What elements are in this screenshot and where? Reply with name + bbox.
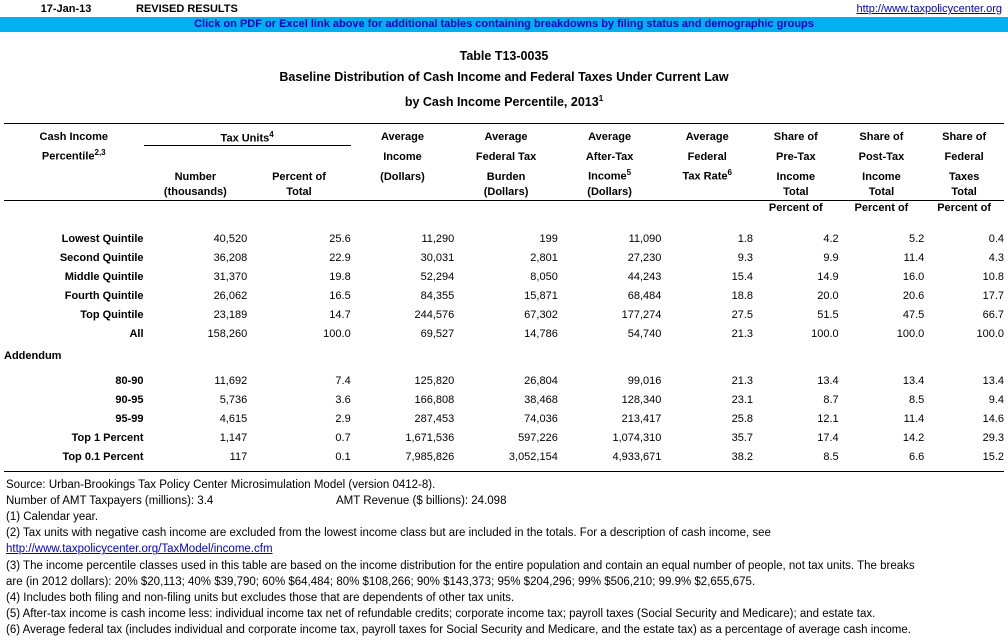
cell-percent-units: 0.7 [335,431,351,444]
revised-results-label: REVISED RESULTS [136,3,238,15]
cell-number: 40,520 [213,232,248,245]
row-label: 95-99 [115,412,144,425]
cell-percent-units: 14.7 [329,308,351,321]
cell-avg-after-tax-income: 44,243 [627,270,662,283]
table-row [4,245,1004,264]
cell-avg-tax-rate: 27.5 [731,308,753,321]
cell-avg-tax-rate: 21.3 [731,327,753,340]
header-avg-after-tax-income-4: (Dollars) [558,185,662,201]
cell-share-posttax: 11.4 [903,412,925,425]
footnote-2: (2) Tax units with negative cash income are excluded from the lowest income class but are included in the totals. For a description of cash income, see [6,527,771,540]
cell-share-posttax: 100.0 [896,327,925,340]
header-share-pretax-5: Total [753,185,839,201]
cell-avg-after-tax-income: 4,933,671 [612,450,662,463]
cell-share-fedtaxes: 9.4 [988,393,1004,406]
cell-share-pretax: 9.9 [823,251,839,264]
cell-avg-income: 7,985,826 [405,450,455,463]
header-after-tax-income-text: Income [588,170,627,183]
header-row-2 [4,145,1004,165]
cell-avg-tax-burden: 3,052,154 [508,450,558,463]
cell-share-pretax: 12.1 [817,412,839,425]
header-share-pretax-4: Percent of [768,201,823,214]
cell-share-pretax: 51.5 [817,308,839,321]
header-average-income-1: Average [380,131,424,144]
header-share-posttax-2: Post-Tax [858,150,905,163]
cell-share-fedtaxes: 0.4 [988,232,1004,245]
cell-share-pretax: 100.0 [811,327,839,340]
cell-percent-units: 25.6 [329,232,351,245]
report-date: 17-Jan-13 [40,3,92,15]
header-percent-row [4,200,1004,216]
cell-avg-income: 166,808 [414,393,455,406]
cell-avg-income: 287,453 [414,412,455,425]
cell-share-posttax: 47.5 [902,308,925,321]
cell-number: 23,189 [213,308,248,321]
header-share-fedtaxes-2: Federal [944,150,984,163]
income-definition-link[interactable]: http://www.taxpolicycenter.org/TaxModel/income.cfm [6,543,273,556]
title-block [0,46,1008,113]
header-avg-fed-tax-burden-3: Burden [486,170,526,183]
cell-avg-after-tax-income: 27,230 [627,251,662,264]
cell-share-fedtaxes: 100.0 [976,327,1004,340]
header-tax-rate-footnote: 6 [727,167,732,177]
header-share-fedtaxes-5: Total [924,185,1004,201]
header-percentile-footnote: 2,3 [94,148,106,158]
cell-avg-income: 244,576 [414,308,455,321]
cell-percent-units: 16.5 [329,289,351,302]
header-share-posttax-4: Percent of [854,201,909,214]
cell-avg-tax-burden: 2,801 [530,251,558,264]
header-percent-total-units: Total [247,185,350,201]
cell-share-pretax: 13.4 [817,374,839,387]
cell-share-pretax: 8.7 [823,393,839,406]
header-share-pretax-2: Pre-Tax [776,150,816,163]
footnote-1: (1) Calendar year. [6,511,99,524]
cell-avg-tax-rate: 25.8 [731,412,753,425]
addendum-header-row [4,350,1004,362]
header-tax-rate-text: Tax Rate [682,170,728,183]
cell-avg-tax-burden: 38,468 [524,393,558,406]
cell-avg-tax-rate: 9.3 [737,251,753,264]
cell-avg-tax-burden: 74,036 [524,412,558,425]
table-row [4,444,1004,463]
row-label: Lowest Quintile [61,232,144,245]
cell-percent-units: 0.1 [335,450,351,463]
cell-avg-after-tax-income: 54,740 [627,327,662,340]
cell-percent-units: 100.0 [323,327,351,340]
cell-share-posttax: 8.5 [908,393,925,406]
cell-avg-after-tax-income: 11,090 [628,232,662,245]
cell-avg-income: 30,031 [420,251,455,264]
cell-percent-units: 3.6 [335,393,351,406]
cell-avg-after-tax-income: 177,274 [621,308,662,321]
row-label: Middle Quintile [64,270,144,283]
row-label: 80-90 [115,374,144,387]
addendum-label: Addendum [4,349,62,362]
footnote-5: (5) After-tax income is cash income less: individual income tax net of refundable credits; corporate income tax; payroll taxes (Social Security and Medicare); and estate tax. [6,608,876,621]
footnote-3a: (3) The income percentile classes used in this table are based on the income distribution for the entire population and contain an equal number of people, not tax units. The breaks [6,559,915,572]
row-label: Fourth Quintile [64,289,144,302]
header-after-tax-text: After-Tax [585,150,634,163]
cell-avg-after-tax-income: 99,016 [627,374,662,387]
cell-avg-tax-burden: 67,302 [524,308,558,321]
table-number: Table T13-0035 [459,49,549,63]
cell-share-posttax: 16.0 [902,270,925,283]
source-note: Source: Urban-Brookings Tax Policy Center Microsimulation Model (version 0412-8). [6,478,436,491]
row-label: Top Quintile [80,308,144,321]
header-avg-fed-tax-rate-3 [661,165,753,185]
header-tax-units-label: Tax Units [220,132,270,145]
header-share-fedtaxes-1: Share of [942,131,987,144]
spacer-row-2 [4,340,1004,350]
cell-avg-income: 69,527 [420,327,455,340]
cell-number: 4,615 [219,412,248,425]
header-average-income-2: Income [383,150,422,163]
table-row [4,264,1004,283]
cell-number: 5,736 [219,393,248,406]
footnote-3b: are (in 2012 dollars): 20% $20,113; 40% $39,790; 60% $64,484; 80% $108,266; 90% $143,373; 95% $204,296; 99% $506,210; 99.9% $2,655,675. [6,575,756,588]
cell-avg-tax-rate: 21.3 [731,374,753,387]
cell-avg-tax-burden: 14,786 [524,327,558,340]
cell-number: 36,208 [213,251,248,264]
cell-avg-income: 1,671,536 [405,431,455,444]
header-share-pretax-3: Income [776,170,816,183]
cell-percent-units: 7.4 [335,374,351,387]
amt-row [6,493,1002,509]
cell-share-posttax: 11.4 [903,251,925,264]
cell-share-fedtaxes: 10.8 [982,270,1004,283]
table-row [4,425,1004,444]
footnote-6: (6) Average federal tax (includes individual and corporate income tax, payroll taxes for Social Security and Medicare, and the estate tax) as a percentage of average cash income. [6,624,911,637]
cell-avg-tax-burden: 597,226 [518,431,558,444]
table-row [4,368,1004,387]
cell-share-pretax: 20.0 [817,289,839,302]
cell-avg-after-tax-income: 128,340 [621,393,662,406]
cell-avg-tax-rate: 23.1 [731,393,753,406]
cell-share-pretax: 4.2 [823,232,839,245]
header-tax-units-group [144,130,351,145]
cell-percent-units: 19.8 [329,270,351,283]
header-avg-fed-tax-burden-2: Federal Tax [475,150,537,163]
footnote-4: (4) Includes both filing and non-filing units but excludes those that are dependents of other tax units. [6,592,515,605]
header-row-1 [4,130,1004,145]
footnote-2-link-wrap [6,541,1002,557]
cell-avg-income: 125,820 [414,374,455,387]
table-row [4,226,1004,245]
cell-share-pretax: 17.4 [817,431,839,444]
header-avg-after-tax-income-2 [558,145,662,165]
cell-avg-tax-rate: 1.8 [737,232,753,245]
header-row-3 [4,165,1004,185]
cell-share-fedtaxes: 14.6 [982,412,1004,425]
table-bottom-rule [4,463,1004,472]
cell-avg-tax-burden: 199 [539,232,558,245]
footnotes [6,477,1002,639]
cell-avg-tax-rate: 38.2 [731,450,753,463]
header-share-pretax-1: Share of [773,131,818,144]
cell-percent-units: 22.9 [329,251,351,264]
cell-avg-tax-rate: 35.7 [731,431,753,444]
header-average-income-units [351,185,455,201]
cell-share-posttax: 20.6 [902,289,925,302]
header-avg-fed-tax-burden-4: (Dollars) [454,185,558,201]
header-avg-after-tax-income-1: Average [588,131,632,144]
header-number: Number [174,170,217,183]
cell-share-fedtaxes: 13.4 [982,374,1004,387]
cell-avg-tax-rate: 18.8 [731,289,753,302]
header-percentile-label: Percentile [41,150,95,163]
cell-avg-after-tax-income: 1,074,310 [612,431,662,444]
header-number-units: (thousands) [144,185,248,201]
cell-avg-income: 11,290 [421,232,455,245]
document-topbar [0,0,1008,17]
cell-avg-tax-burden: 15,871 [524,289,558,302]
cell-number: 11,692 [214,374,248,387]
header-share-posttax-5: Total [839,185,925,201]
cell-share-fedtaxes: 29.3 [982,431,1004,444]
taxpolicycenter-link[interactable]: http://www.taxpolicycenter.org [856,3,1002,15]
row-label: Second Quintile [59,251,144,264]
cell-share-posttax: 13.4 [902,374,925,387]
header-percentile [4,145,144,165]
cell-avg-income: 52,294 [420,270,455,283]
cell-number: 117 [229,450,248,463]
cell-share-posttax: 14.2 [902,431,925,444]
table-row [4,302,1004,321]
header-avg-after-tax-income-3 [558,165,662,185]
header-share-fedtaxes-3: Taxes [948,170,980,183]
title-line-2 [0,88,1008,113]
cell-share-fedtaxes: 66.7 [982,308,1004,321]
header-share-fedtaxes-4: Percent of [937,201,992,214]
row-label: All [129,327,144,340]
distribution-table [4,123,1004,471]
info-banner: Click on PDF or Excel link above for additional tables containing breakdowns by filing status and demographic groups [0,17,1008,32]
header-tax-units-footnote: 4 [269,130,274,140]
cell-percent-units: 2.9 [335,412,351,425]
cell-share-fedtaxes: 4.3 [988,251,1004,264]
header-row-4 [4,185,1004,201]
header-avg-fed-tax-rate-2: Federal [687,150,727,163]
cell-number: 1,147 [219,431,248,444]
cell-number: 26,062 [213,289,248,302]
table-row [4,406,1004,425]
row-label: Top 1 Percent [71,431,144,444]
cell-avg-after-tax-income: 68,484 [627,289,662,302]
title-line-1: Baseline Distribution of Cash Income and Federal Taxes Under Current Law [279,70,729,84]
cell-share-fedtaxes: 17.7 [982,289,1004,302]
amt-taxpayers-note: Number of AMT Taxpayers (millions): 3.4 [6,494,214,507]
table-row [4,283,1004,302]
table-row [4,321,1004,340]
cell-number: 31,370 [213,270,248,283]
title-line-2-text: by Cash Income Percentile, 2013 [404,95,599,110]
cell-number: 158,260 [207,327,248,340]
cell-avg-after-tax-income: 213,417 [621,412,662,425]
header-avg-fed-tax-burden-1: Average [484,131,528,144]
cell-avg-tax-burden: 26,804 [524,374,558,387]
cell-share-pretax: 8.5 [823,450,839,463]
header-share-posttax-3: Income [862,170,901,183]
header-after-tax-income-footnote: 5 [626,167,632,177]
header-share-posttax-1: Share of [859,131,904,144]
cell-share-pretax: 14.9 [817,270,839,283]
cell-avg-income: 84,355 [420,289,455,302]
amt-revenue-note: AMT Revenue ($ billions): 24.098 [336,494,507,507]
header-avg-fed-tax-rate-1: Average [685,131,729,144]
cell-avg-tax-rate: 15.4 [731,270,753,283]
cell-share-posttax: 5.2 [908,232,925,245]
header-cash-income: Cash Income [39,131,108,144]
row-label: 90-95 [115,393,144,406]
row-label: Top 0.1 Percent [62,450,144,463]
cell-share-posttax: 6.6 [908,450,925,463]
cell-avg-tax-burden: 8,050 [530,270,558,283]
table-row [4,387,1004,406]
header-average-income-3: (Dollars) [380,170,425,183]
title-line-2-footnote: 1 [598,94,604,103]
header-percent-of-total-units: Percent of [272,170,326,183]
spacer-row-1 [4,216,1004,226]
cell-share-fedtaxes: 15.2 [982,450,1004,463]
header-avg-fed-tax-rate-4 [661,185,753,201]
